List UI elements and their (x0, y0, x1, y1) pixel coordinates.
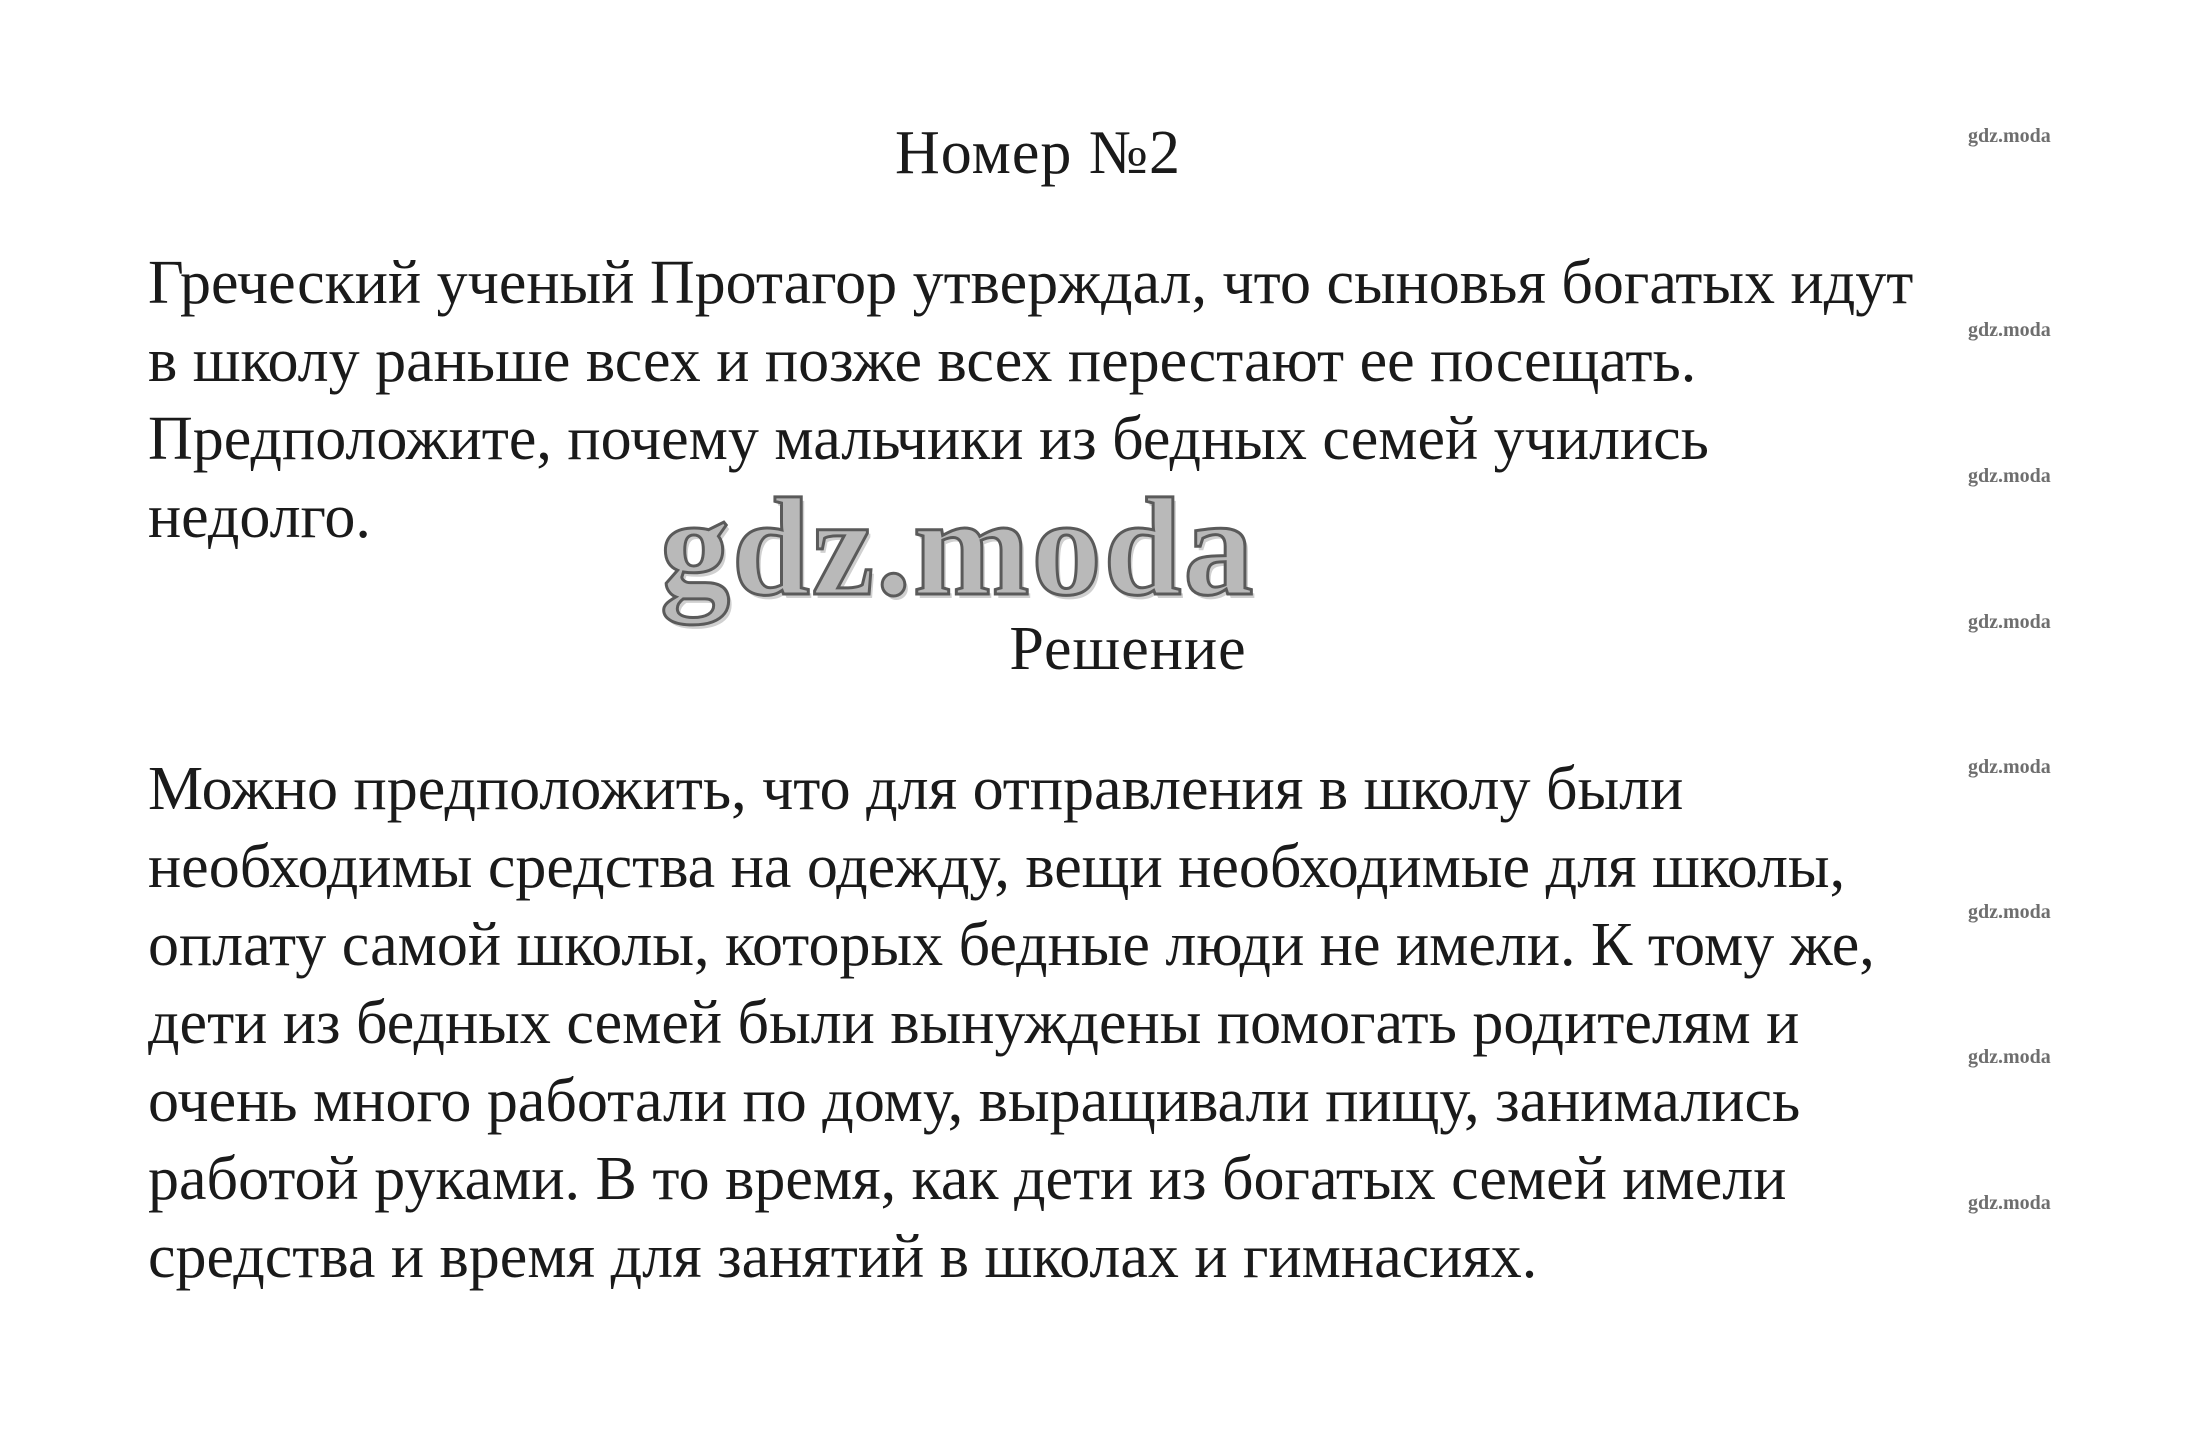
watermark-side: gdz.moda (1968, 901, 2051, 923)
answer-line: дети из бедных семей были вынуждены помогать родителям и (148, 989, 1800, 1057)
watermark-side: gdz.moda (1968, 319, 2051, 341)
watermark-logo: gdz.moda (660, 470, 1256, 625)
answer-line: работой руками. В то время, как дети из богатых семей имели (148, 1145, 1787, 1213)
answer-line: средства и время для занятий в школах и гимнасиях. (148, 1223, 1538, 1291)
watermark-side: gdz.moda (1968, 1046, 2051, 1068)
solution-heading: Решение (1009, 615, 1247, 683)
answer-line: оплату самой школы, которых бедные люди не имели. К тому же, (148, 911, 1875, 979)
watermark-side: gdz.moda (1968, 125, 2051, 147)
question-line: в школу раньше всех и позже всех перестают ее посещать. (148, 327, 1697, 395)
answer-line: очень много работали по дому, выращивали пищу, занимались (148, 1067, 1801, 1135)
watermark-side: gdz.moda (1968, 1192, 2051, 1214)
question-line: Греческий ученый Протагор утверждал, что сыновья богатых идут (148, 249, 1914, 317)
watermark-side: gdz.moda (1968, 611, 2051, 633)
question-line: недолго. (148, 483, 371, 551)
answer-line: необходимы средства на одежду, вещи необходимые для школы, (148, 833, 1846, 901)
page-title: Номер №2 (894, 119, 1181, 187)
question-line: Предположите, почему мальчики из бедных семей учились (148, 405, 1709, 473)
watermark-side: gdz.moda (1968, 465, 2051, 487)
watermark-side: gdz.moda (1968, 756, 2051, 778)
answer-text (148, 750, 1875, 1296)
answer-line: Можно предположить, что для отправления в школу были (148, 755, 1684, 823)
